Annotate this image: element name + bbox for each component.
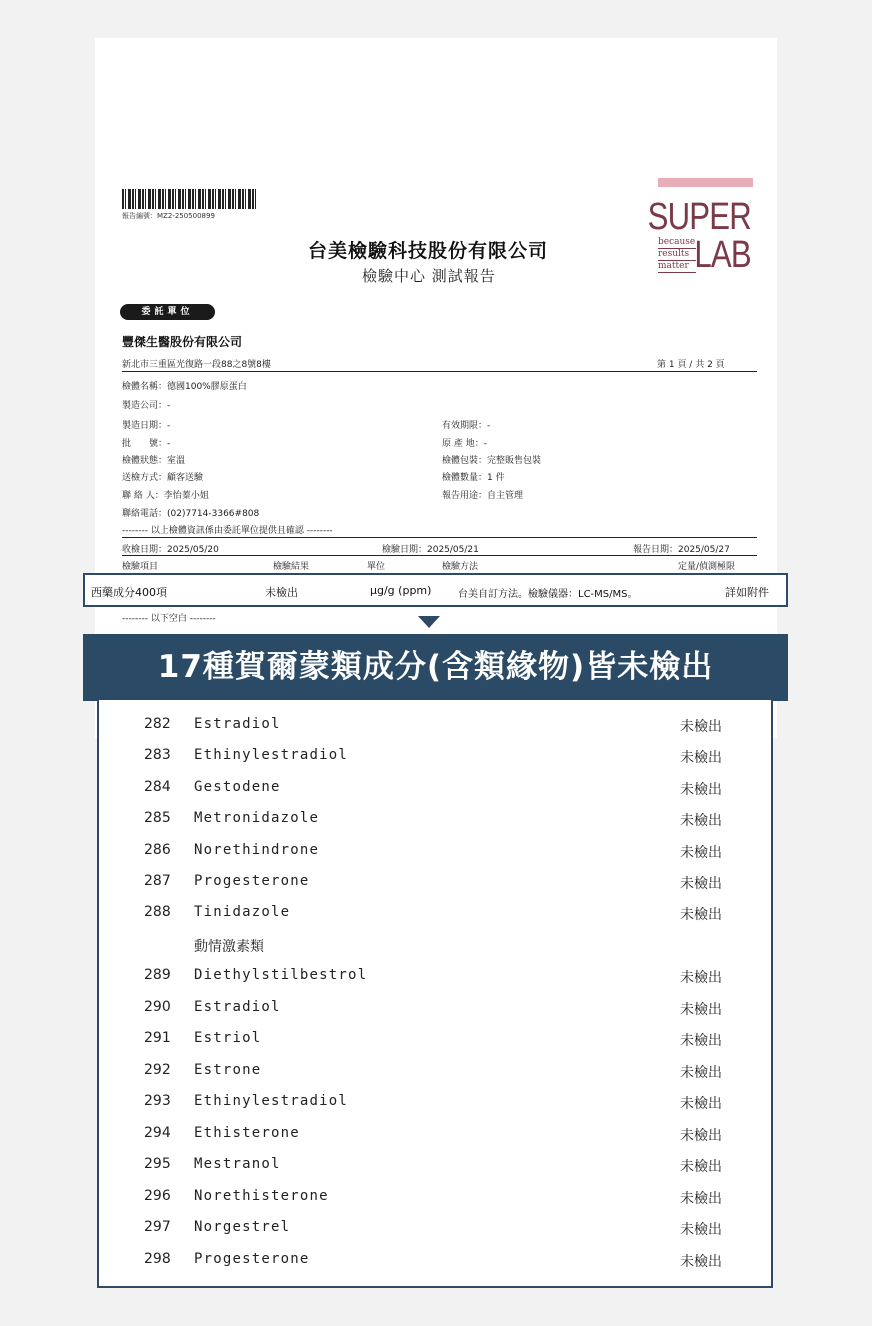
item-name: Tinidazole bbox=[194, 904, 291, 920]
item-number: 289 bbox=[144, 967, 171, 983]
item-name: Estrone bbox=[194, 1062, 262, 1078]
category-label: 動情激素類 bbox=[194, 939, 264, 955]
logo-tagline bbox=[658, 237, 696, 273]
contact-person: 聯 絡 人：李怡蓁小姐 bbox=[122, 491, 209, 501]
test-date: 檢驗日期：2025/05/21 bbox=[382, 545, 479, 555]
header-method: 檢驗方法 bbox=[442, 562, 479, 572]
item-result: 未檢出 bbox=[680, 750, 722, 766]
item-result: 未檢出 bbox=[680, 1222, 722, 1238]
item-name: Gestodene bbox=[194, 779, 281, 795]
item-name: Norethindrone bbox=[194, 842, 320, 858]
category-heading bbox=[99, 930, 771, 961]
logo-tag-1: because bbox=[658, 237, 696, 247]
item-name: Progesterone bbox=[194, 1251, 310, 1267]
list-item bbox=[99, 867, 771, 898]
item-number: 295 bbox=[144, 1156, 171, 1172]
list-item bbox=[99, 1119, 771, 1150]
item-number: 291 bbox=[144, 1030, 171, 1046]
item-name: Ethinylestradiol bbox=[194, 747, 349, 763]
item-name: Norgestrel bbox=[194, 1219, 291, 1235]
item-number: 294 bbox=[144, 1125, 171, 1141]
hormone-list bbox=[97, 700, 773, 1288]
item-name: Estradiol bbox=[194, 999, 281, 1015]
header-unit: 單位 bbox=[367, 562, 386, 572]
item-number: 288 bbox=[144, 904, 171, 920]
header-limit: 定量/偵測極限 bbox=[678, 562, 736, 572]
mfg-date: 製造日期：- bbox=[122, 421, 171, 431]
header-result: 檢驗結果 bbox=[273, 562, 310, 572]
client-name: 豐傑生醫股份有限公司 bbox=[122, 335, 243, 349]
item-name: Metronidazole bbox=[194, 810, 320, 826]
list-item bbox=[99, 1024, 771, 1055]
item-name: Ethinylestradiol bbox=[194, 1093, 349, 1109]
list-item bbox=[99, 710, 771, 741]
report-purpose: 報告用途：自主管理 bbox=[442, 491, 524, 501]
item-result: 未檢出 bbox=[680, 782, 722, 798]
report-subtitle: 檢驗中心 測試報告 bbox=[362, 267, 496, 285]
manufacturer: 製造公司：- bbox=[122, 401, 171, 411]
item-result: 未檢出 bbox=[680, 845, 722, 861]
logo-super: SUPER bbox=[647, 196, 751, 238]
result-method: 台美自訂方法。檢驗儀器：LC-MS/MS。 bbox=[458, 589, 638, 600]
divider bbox=[122, 555, 757, 556]
item-result: 未檢出 bbox=[680, 1065, 722, 1081]
item-result: 未檢出 bbox=[680, 1254, 722, 1270]
item-result: 未檢出 bbox=[680, 907, 722, 923]
logo-tag-2: results bbox=[658, 249, 696, 261]
report-number: 報告編號：MZ2-250500899 bbox=[122, 212, 215, 220]
expiry-date: 有效期限：- bbox=[442, 421, 491, 431]
client-label-pill: 委託單位 bbox=[120, 304, 215, 320]
result-value: 未檢出 bbox=[265, 586, 298, 599]
item-name: Ethisterone bbox=[194, 1125, 300, 1141]
summary-banner: 17種賀爾蒙類成分(含類緣物)皆未檢出 bbox=[83, 634, 788, 701]
sample-quantity: 檢體數量：1 件 bbox=[442, 473, 505, 483]
list-item bbox=[99, 1182, 771, 1213]
item-number: 282 bbox=[144, 716, 171, 732]
blank-line: -------- 以下空白 -------- bbox=[122, 614, 216, 624]
item-number: 296 bbox=[144, 1188, 171, 1204]
sample-name: 檢體名稱：德國100%膠原蛋白 bbox=[122, 382, 247, 392]
item-name: Diethylstilbestrol bbox=[194, 967, 368, 983]
list-item bbox=[99, 1056, 771, 1087]
list-item bbox=[99, 741, 771, 772]
list-item bbox=[99, 961, 771, 992]
item-result: 未檢出 bbox=[680, 970, 722, 986]
page-info: 第 1 頁 / 共 2 頁 bbox=[657, 360, 725, 370]
item-number: 293 bbox=[144, 1093, 171, 1109]
sample-state: 檢體狀態：室溫 bbox=[122, 456, 186, 466]
down-arrow-icon bbox=[418, 616, 440, 628]
result-item: 西藥成分400項 bbox=[91, 586, 167, 599]
receive-date: 收檢日期：2025/05/20 bbox=[122, 545, 219, 555]
list-item bbox=[99, 993, 771, 1024]
list-item bbox=[99, 898, 771, 929]
logo-bar bbox=[658, 178, 753, 187]
batch-no: 批 號：- bbox=[122, 439, 171, 449]
item-name: Progesterone bbox=[194, 873, 310, 889]
item-number: 285 bbox=[144, 810, 171, 826]
list-item bbox=[99, 1213, 771, 1244]
item-result: 未檢出 bbox=[680, 1096, 722, 1112]
item-result: 未檢出 bbox=[680, 1128, 722, 1144]
item-number: 297 bbox=[144, 1219, 171, 1235]
list-item bbox=[99, 1245, 771, 1276]
item-result: 未檢出 bbox=[680, 1033, 722, 1049]
item-number: 286 bbox=[144, 842, 171, 858]
origin: 原 產 地：- bbox=[442, 439, 487, 449]
client-address: 新北市三重區光復路一段88之8號8樓 bbox=[122, 360, 271, 370]
item-name: Estradiol bbox=[194, 716, 281, 732]
logo-lab: LAB bbox=[694, 234, 751, 276]
company-title: 台美檢驗科技股份有限公司 bbox=[308, 240, 549, 262]
item-number: 287 bbox=[144, 873, 171, 889]
item-result: 未檢出 bbox=[680, 719, 722, 735]
superlab-logo bbox=[647, 178, 753, 276]
item-name: Mestranol bbox=[194, 1156, 281, 1172]
disclaimer: -------- 以上檢體資訊係由委託單位提供且確認 -------- bbox=[122, 526, 333, 536]
item-number: 298 bbox=[144, 1251, 171, 1267]
result-unit: μg/g (ppm) bbox=[370, 584, 432, 597]
item-name: Norethisterone bbox=[194, 1188, 329, 1204]
report-date: 報告日期：2025/05/27 bbox=[633, 545, 730, 555]
item-number: 283 bbox=[144, 747, 171, 763]
barcode bbox=[122, 189, 257, 209]
result-limit: 詳如附件 bbox=[725, 586, 769, 599]
sample-packaging: 檢體包裝：完整販售包裝 bbox=[442, 456, 542, 466]
contact-phone: 聯絡電話：(02)7714-3366#808 bbox=[122, 509, 260, 519]
item-number: 284 bbox=[144, 779, 171, 795]
highlighted-result-row bbox=[83, 573, 788, 607]
item-result: 未檢出 bbox=[680, 1191, 722, 1207]
list-item bbox=[99, 1087, 771, 1118]
item-result: 未檢出 bbox=[680, 876, 722, 892]
header-item: 檢驗項目 bbox=[122, 562, 159, 572]
item-result: 未檢出 bbox=[680, 1002, 722, 1018]
item-result: 未檢出 bbox=[680, 813, 722, 829]
item-name: Estriol bbox=[194, 1030, 262, 1046]
list-item bbox=[99, 804, 771, 835]
delivery-method: 送檢方式：顧客送驗 bbox=[122, 473, 204, 483]
item-result: 未檢出 bbox=[680, 1159, 722, 1175]
item-number: 292 bbox=[144, 1062, 171, 1078]
list-item bbox=[99, 1150, 771, 1181]
divider bbox=[122, 537, 757, 538]
item-number: 290 bbox=[144, 999, 171, 1015]
list-item bbox=[99, 836, 771, 867]
list-item bbox=[99, 773, 771, 804]
divider bbox=[122, 371, 757, 372]
logo-tag-3: matter bbox=[658, 261, 696, 273]
